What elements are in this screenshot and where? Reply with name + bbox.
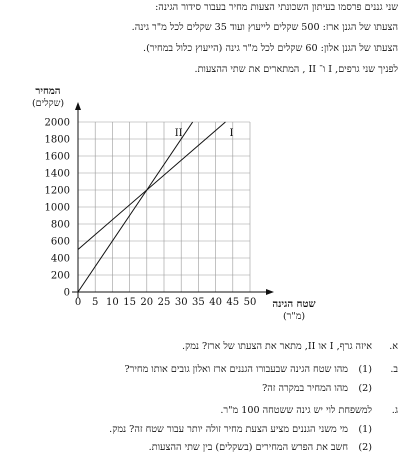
y-tick-label: 400 bbox=[50, 253, 70, 265]
series-label-II: II bbox=[174, 128, 183, 139]
x-tick-label: 50 bbox=[243, 297, 257, 308]
question-c1-text: מי משני הגננים מציע הצעת מחיר זולה יותר עבור שטח זה? נמק. bbox=[109, 424, 348, 435]
x-tick-label: 40 bbox=[209, 297, 222, 308]
intro-line-3: הצעתו של הגנן אלון: 60 שקלים לכל מ"ר גינה (הייעוץ כלול במחיר). bbox=[143, 43, 398, 54]
chart-grid bbox=[78, 122, 250, 292]
question-c1-num: (1) bbox=[358, 424, 372, 435]
x-tick-label: 20 bbox=[140, 297, 154, 308]
series-line-I bbox=[78, 122, 225, 250]
x-tick-label: 0 bbox=[74, 297, 82, 308]
intro-line-1: שני גננים פרסמו בעיתון השכונתי הצעות מחיר בעבור סידור הגינה: bbox=[155, 2, 398, 13]
x-tick-label: 10 bbox=[106, 297, 119, 308]
x-tick-label: 35 bbox=[192, 297, 205, 308]
chart-axes bbox=[72, 102, 274, 298]
question-a-letter: א. bbox=[389, 341, 398, 352]
x-axis-unit: (מ"ר) bbox=[282, 311, 306, 322]
question-c-letter: ג. bbox=[391, 405, 398, 416]
question-b1-text: מהו שטח הגינה שבעבורו הגננים ארז ואלון גובים אותו מחיר? bbox=[124, 364, 348, 375]
question-b2-text: מהו המחיר במקרה זה? bbox=[262, 383, 348, 394]
question-c-text: למשפחת לוי יש גינה ששטחה 100 מ"ר. bbox=[220, 405, 372, 416]
y-tick-label: 1000 bbox=[44, 202, 70, 214]
question-b1-num: (1) bbox=[358, 364, 372, 375]
series-label-I: I bbox=[229, 128, 234, 139]
intro-line-4: לפניך שני גרפים, I ו־ II , המתארים את שתי ההצעות. bbox=[194, 64, 398, 75]
y-tick-label: 0 bbox=[63, 287, 70, 299]
x-tick-label: 30 bbox=[174, 297, 188, 308]
y-tick-label: 800 bbox=[50, 219, 70, 231]
price-chart bbox=[0, 78, 406, 324]
question-c2-num: (2) bbox=[358, 442, 372, 453]
chart-ticks bbox=[45, 118, 257, 309]
x-tick-label: 15 bbox=[123, 297, 136, 308]
x-tick-label: 5 bbox=[92, 297, 99, 308]
x-tick-label: 45 bbox=[226, 297, 240, 308]
y-tick-label: 600 bbox=[50, 236, 70, 248]
intro-line-2: הצעתו של הגנן ארז: 500 שקלים לייעוץ ועוד 35 שקלים לכל מ"ר גינה. bbox=[131, 22, 398, 33]
y-tick-label: 1200 bbox=[44, 185, 70, 197]
y-tick-label: 2000 bbox=[44, 117, 70, 129]
y-tick-label: 200 bbox=[50, 270, 70, 282]
question-a-text: איזה גרף, I או II, מתאר את הצעתו של ארז? נמק. bbox=[182, 341, 372, 352]
y-tick-label: 1400 bbox=[44, 168, 70, 180]
y-axis-unit: (שקלים) bbox=[31, 98, 65, 109]
y-axis-label: המחיר bbox=[35, 86, 61, 97]
x-axis-label: שטח הגינה bbox=[272, 299, 316, 310]
question-c2-text: חשב את הפרש המחירים (בשקלים) בין שתי ההצעות. bbox=[148, 442, 348, 453]
question-b2-num: (2) bbox=[358, 383, 372, 394]
y-tick-label: 1600 bbox=[44, 151, 70, 163]
x-axis-arrow bbox=[266, 289, 274, 295]
x-tick-label: 25 bbox=[157, 297, 171, 308]
y-axis-arrow bbox=[75, 102, 81, 110]
question-b-letter: ב. bbox=[390, 364, 398, 375]
y-tick-label: 1800 bbox=[44, 134, 70, 146]
